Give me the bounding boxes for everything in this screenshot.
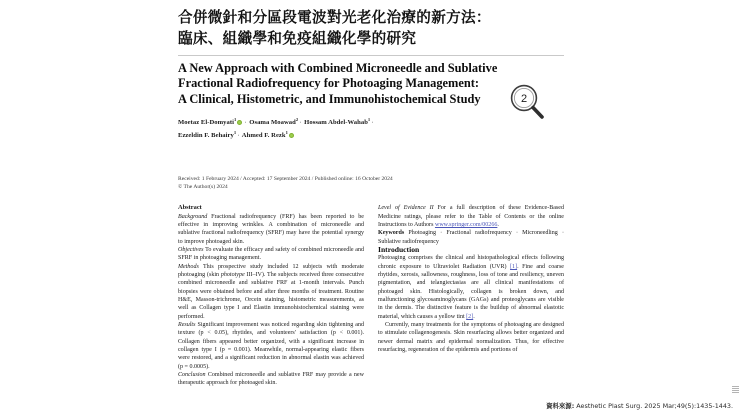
author-line-2 bbox=[178, 128, 564, 141]
author-list bbox=[178, 115, 564, 141]
source-citation bbox=[546, 401, 733, 410]
author-name: Ezzeldin F. Behairy bbox=[178, 132, 234, 140]
orcid-icon[interactable] bbox=[289, 133, 294, 138]
author-affiliation-marker: 1 bbox=[233, 130, 237, 135]
abstract-conclusion bbox=[178, 371, 364, 388]
author-line-1 bbox=[178, 115, 564, 128]
abstract-methods-phototype: phototype bbox=[220, 271, 245, 278]
author-name: Osama Moawad bbox=[249, 119, 296, 127]
author-affiliation-marker: 1 bbox=[367, 117, 371, 123]
english-title-line-1: A New Approach with Combined Microneedle and Sublative bbox=[178, 61, 498, 75]
springer-link[interactable]: www.springer.com/00266 bbox=[434, 221, 498, 228]
abstract-objectives-text: To evaluate the efficacy and safety of combined microneedle and SFRF in photoaging management. bbox=[178, 246, 364, 262]
orcid-icon[interactable] bbox=[237, 120, 242, 125]
author-name: Hossam Abdel-Wahab bbox=[304, 119, 368, 127]
abstract-conclusion-label: Conclusion bbox=[178, 372, 206, 379]
author-name: Moetaz El-Domyati bbox=[178, 119, 234, 127]
badge-count: 2 bbox=[520, 93, 528, 105]
introduction-heading: Introduction bbox=[378, 244, 420, 254]
author-separator: · bbox=[244, 119, 247, 127]
copyright-line: © The Author(s) 2024 bbox=[178, 183, 228, 190]
keywords-text: Photoaging · Fractional radiofrequency · Microneedling · Sublative radiofrequency bbox=[378, 230, 564, 245]
abstract-conclusion-text: Combined microneedle and sublative FRF may provide a new therapeutic approach for photoaged skin. bbox=[178, 372, 364, 387]
chinese-title-line-2: 臨床、組織學和免疫組織化學的研究 bbox=[178, 30, 417, 47]
author-separator: · bbox=[299, 119, 302, 127]
author-separator: · bbox=[237, 132, 240, 140]
english-title bbox=[178, 61, 564, 107]
right-column bbox=[378, 204, 564, 388]
abstract-methods-text-b: III–IV). The subjects received three consecutive combined microneedle and sublative FRF at 1-month intervals. Punch biopsies were obtained before and after three months of treatment. Routine H&E, Masson-trichrome, Orcein staining, histometric measurements, as well as Collagen type I and Elastin immunohistochemical staining were performed. bbox=[178, 271, 365, 320]
level-of-evidence-tail: . bbox=[497, 221, 499, 228]
received-accepted-published-line: Received: 1 February 2024 / Accepted: 17 September 2024 / Published online: 16 October 2024 bbox=[178, 175, 393, 182]
author-affiliation-marker: 1 bbox=[233, 117, 237, 123]
intro-p1-b: . Fine and coarse rhytides, xerosis, sallowness, roughness, loss of tone and resiliency, uneven pigmentation, and telangiectasias are all clinical manifestations of photoaged skin. Histologically, collagen is broken down, and malfunctioning glycosaminoglycans (GAGs) and proteoglycans are visible in the dermis. The distinctive feature is the buildup of abnormal elastotic material, which causes a yellow tint bbox=[378, 263, 564, 320]
chinese-title bbox=[178, 0, 564, 49]
page-edge-mark bbox=[732, 386, 739, 394]
title-divider bbox=[178, 55, 564, 56]
abstract-results bbox=[178, 321, 364, 371]
author-separator: · bbox=[371, 119, 374, 127]
abstract-results-label: Results bbox=[178, 322, 196, 328]
level-of-evidence bbox=[378, 204, 564, 229]
left-column bbox=[178, 204, 364, 388]
abstract-background-text: Fractional radiofrequency (FRF) has been reported to be effective in improving wrinkles. A combination of microneedle and sublative fractional radiofrequency (SFRF) may have the potential synergy to improve photoaged skin. bbox=[178, 213, 364, 245]
level-of-evidence-label: Level of Evidence II bbox=[378, 205, 434, 212]
check-for-updates-badge[interactable] bbox=[508, 84, 554, 128]
abstract-background bbox=[178, 213, 364, 246]
author-affiliation-marker: 2 bbox=[295, 117, 299, 123]
abstract-methods bbox=[178, 263, 364, 321]
abstract-methods-label: Methods bbox=[178, 263, 199, 270]
keywords bbox=[378, 229, 564, 246]
abstract-objectives-label: Objectives bbox=[178, 246, 204, 253]
english-title-line-3: A Clinical, Histometric, and Immunohistochemical Study bbox=[178, 91, 481, 106]
intro-p1-c: . bbox=[473, 313, 475, 320]
abstract-results-text: Significant improvement was noticed regarding skin tightening and texture (p < 0.05), rhytides, and volunteers' satisfaction (p < 0.001). Collagen fibers appeared better organized, with a significant increase in collagen type I (p = 0.001). Meanwhile, normal-appearing elastic fibers were restored, and a significant reduction in abnormal elastin was achieved (p = 0.0005). bbox=[178, 322, 364, 370]
intro-p1-a: Photoaging comprises the clinical and histopathological effects following chronic exposure to Ultraviolet Radiation (UVR) bbox=[378, 255, 564, 270]
abstract-methods-text-a: This prospective study included 12 subjects with moderate photoaging (skin bbox=[178, 263, 364, 278]
magnifier-check-for-updates-icon bbox=[508, 84, 554, 128]
source-label: 資料來源: bbox=[546, 402, 575, 410]
citation-ref-1[interactable]: [1] bbox=[510, 263, 518, 270]
citation-ref-2[interactable]: [2] bbox=[466, 313, 474, 320]
publication-dates bbox=[178, 175, 564, 191]
body-columns bbox=[178, 204, 564, 388]
chinese-title-line-1: 合併微針和分區段電波對光老化治療的新方法： bbox=[178, 9, 491, 26]
introduction-paragraph-1 bbox=[378, 254, 564, 321]
source-citation-text: Aesthetic Plast Surg. 2025 Mar;49(5):1435-1443. bbox=[574, 402, 733, 410]
english-title-line-2: Fractional Radiofrequency for Photoaging Management: bbox=[178, 76, 480, 91]
abstract-objectives bbox=[178, 246, 364, 263]
level-of-evidence-text: For a full description of these Evidence-Based Medicine ratings, please refer to the Table of Contents or the online Instructions to Authors bbox=[378, 205, 564, 228]
keywords-label: Keywords bbox=[378, 230, 405, 237]
abstract-heading: Abstract bbox=[178, 204, 202, 212]
author-name: Ahmed F. Rezk bbox=[241, 132, 286, 140]
abstract-background-label: Background bbox=[178, 213, 208, 220]
introduction-paragraph-2: Currently, many treatments for the symptoms of photoaging are designed to stimulate collagenogenesis. Skin resurfacing allows better organized and newer dermal matrix and epidermal normalization. Thus, for effective resurfacing, regeneration of the epidermis and portions of bbox=[378, 322, 564, 354]
author-affiliation-marker: 1 bbox=[285, 130, 288, 135]
article-page bbox=[178, 0, 564, 416]
